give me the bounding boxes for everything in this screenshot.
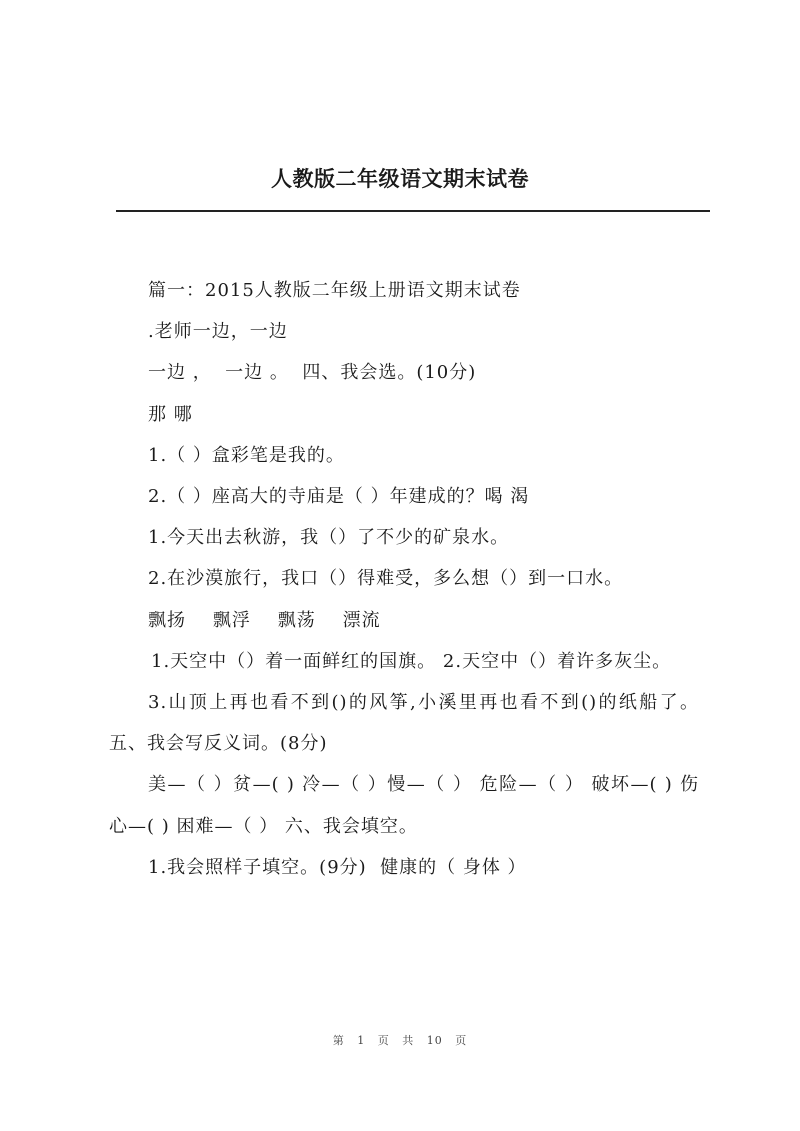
title-divider bbox=[116, 210, 710, 212]
body-line: 美—（ ）贫—( ) 冷—（ ）慢—（ ） 危险—（ ） 破坏—( ) 伤心—( ) 困难—（ ） 六、我会填空。 bbox=[109, 774, 699, 837]
page-title: 人教版二年级语文期末试卷 bbox=[271, 166, 529, 191]
page-number-footer: 第 1 页 共 10 页 bbox=[332, 1034, 468, 1047]
body-line: 一边 ， 一边 。 四、我会选。(10分) bbox=[148, 362, 477, 384]
body-line: 1.（ ）盒彩笔是我的。 bbox=[148, 444, 345, 466]
body-line: 1.天空中（）着一面鲜红的国旗。 2.天空中（）着许多灰尘。 bbox=[151, 650, 672, 672]
body-line: 2.在沙漠旅行，我口（）得难受，多么想（）到一口水。 bbox=[148, 568, 624, 590]
body-line: 篇一：2015人教版二年级上册语文期末试卷 bbox=[148, 280, 521, 301]
body-line: 1.今天出去秋游，我（）了不少的矿泉水。 bbox=[148, 527, 510, 549]
body-line: 2.（ ）座高大的寺庙是（ ）年建成的？喝 渴 bbox=[148, 486, 530, 508]
body-line: 3.山顶上再也看不到()的风筝,小溪里再也看不到()的纸船了。 五、我会写反义词。(8分) bbox=[109, 692, 699, 755]
body-line: 那 哪 bbox=[148, 403, 193, 425]
body-line: 1.我会照样子填空。(9分) 健康的（ 身体 ） bbox=[148, 856, 527, 878]
body-line: 飘扬 飘浮 飘荡 漂流 bbox=[148, 609, 381, 631]
body-line: .老师一边，一边 bbox=[148, 321, 288, 343]
document-body bbox=[109, 270, 699, 888]
